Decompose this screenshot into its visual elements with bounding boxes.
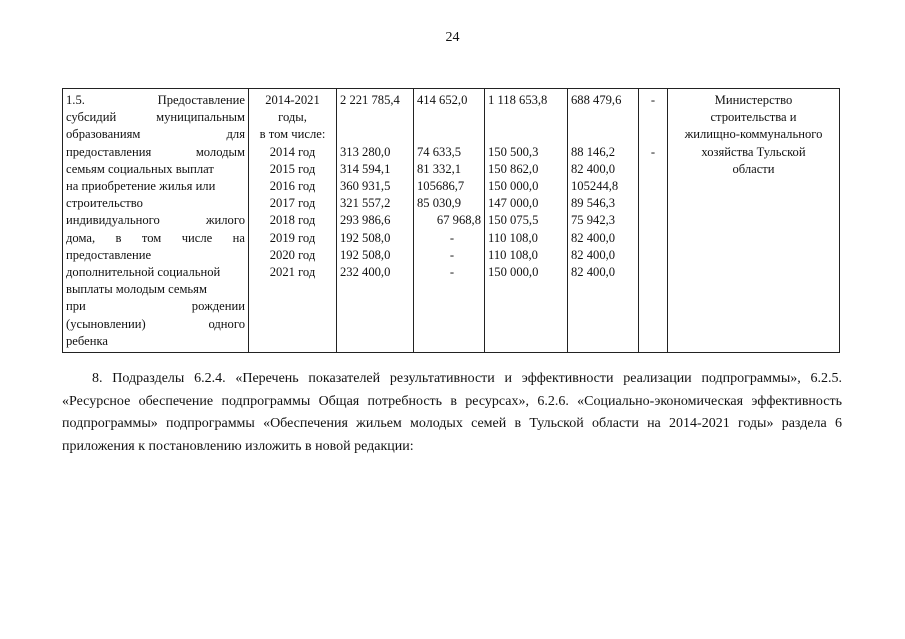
federal-budget-column (414, 89, 485, 353)
total-value: 321 557,2 (340, 196, 391, 211)
table-row (63, 89, 840, 353)
description-word: на приобретение жилья или (66, 179, 216, 194)
extra-value (642, 230, 664, 247)
period-column (249, 89, 337, 353)
federal-value: - (449, 230, 455, 245)
description-line (66, 195, 245, 212)
description-line (66, 333, 245, 350)
extra-value (642, 247, 664, 264)
description-line (66, 161, 245, 178)
description-word: строительство (66, 196, 143, 211)
year-label: 2014 год (269, 144, 316, 159)
description-word: дополнительной социальной (66, 265, 221, 280)
local-value: 88 146,2 (571, 144, 616, 159)
responsible-line: строительства и (710, 110, 797, 125)
regional-budget-column (485, 89, 568, 353)
federal-value-total: 414 652,0 (417, 93, 468, 107)
total-value: 360 931,5 (340, 179, 391, 193)
federal-value: 81 332,1 (417, 161, 462, 176)
description-word: дома, (66, 230, 96, 245)
description-line (66, 281, 245, 298)
page-number: 24 (445, 30, 460, 45)
measure-description (63, 89, 249, 353)
description-word: предоставление (66, 247, 152, 262)
description-line (66, 126, 245, 143)
extra-value (642, 161, 664, 178)
description-line (66, 230, 245, 247)
total-value: 192 508,0 (340, 230, 391, 245)
description-line (66, 92, 245, 109)
regional-value: 150 500,3 (488, 144, 539, 159)
responsible-line: жилищно-коммунального (684, 127, 823, 142)
program-table (62, 88, 840, 353)
description-line (66, 316, 245, 333)
description-word: в (115, 230, 122, 245)
description-word: образованиям (66, 127, 141, 142)
total-value-total: 2 221 785,4 (340, 93, 400, 107)
local-value: 82 400,0 (571, 230, 616, 245)
extra-value (642, 195, 664, 212)
responsible-line: хозяйства Тульской (701, 144, 806, 159)
responsible-line: области (732, 161, 775, 176)
responsible-line: Министерство (714, 93, 793, 107)
local-value: 105244,8 (571, 179, 619, 193)
year-label: 2017 год (269, 196, 316, 211)
federal-value: 74 633,5 (417, 144, 462, 159)
federal-value: 85 030,9 (417, 196, 462, 211)
regional-value: 150 862,0 (488, 161, 539, 176)
extra-value-total: - (650, 93, 656, 107)
local-value: 82 400,0 (571, 161, 616, 176)
description-line (66, 247, 245, 264)
regional-value: 150 000,0 (488, 179, 539, 193)
year-label: 2020 год (269, 247, 316, 262)
total-column (337, 89, 414, 353)
description-word: том (141, 230, 162, 245)
regional-value: 147 000,0 (488, 196, 539, 211)
description-line (66, 212, 245, 229)
federal-value: 105686,7 (417, 179, 465, 193)
regional-value-total: 1 118 653,8 (488, 93, 548, 107)
description-word: Предоставление (157, 93, 245, 107)
description-word: ребенка (66, 333, 108, 348)
regional-value: 150 000,0 (488, 265, 539, 280)
local-value: 82 400,0 (571, 247, 616, 262)
extra-value (642, 212, 664, 229)
responsible-executor (668, 89, 840, 353)
total-value: 293 986,6 (340, 213, 391, 228)
description-word: выплаты молодым семьям (66, 282, 207, 297)
description-word: рождении (191, 299, 245, 314)
description-word: числе (181, 230, 213, 245)
description-word: на (232, 230, 245, 245)
description-word: для (226, 127, 245, 142)
regional-value: 150 075,5 (488, 213, 539, 228)
year-label: 2015 год (269, 161, 316, 176)
period-header-line: годы, (278, 110, 307, 125)
description-word: при (66, 299, 86, 314)
description-line (66, 109, 245, 126)
paragraph-text: 8. Подразделы 6.2.4. «Перечень показателей результативности и эффективности реализации подпрограммы», 6.2.5. «Ресурсное обеспечение подпрограммы Общая потребность в ресурсах», 6.2.6. «Социально-экономическая эффективность подпрограммы» подпрограммы «Обеспечения жильем молодых семей в Тульской области на 2014-2021 годы» раздела 6 приложения к постановлению изложить в новой редакции: (62, 371, 842, 454)
year-label: 2018 год (269, 213, 316, 228)
federal-value: - (449, 247, 455, 262)
description-word: индивидуального (66, 213, 160, 228)
description-line (66, 264, 245, 281)
description-line (66, 298, 245, 315)
total-value: 314 594,1 (340, 161, 391, 176)
description-word: муниципальным (156, 110, 245, 125)
local-value: 75 942,3 (571, 213, 616, 228)
year-label: 2021 год (269, 265, 316, 280)
description-word: одного (208, 316, 245, 331)
period-header-line: 2014-2021 (265, 93, 320, 107)
regional-value: 110 108,0 (488, 230, 538, 245)
extra-budget-column (639, 89, 668, 353)
description-word: субсидий (66, 110, 117, 125)
description-line (66, 178, 245, 195)
federal-value: - (449, 265, 455, 280)
description-line (66, 144, 245, 161)
local-value-total: 688 479,6 (571, 93, 622, 107)
extra-value (642, 178, 664, 195)
extra-value (642, 264, 664, 281)
year-label: 2019 год (269, 230, 316, 245)
total-value: 192 508,0 (340, 247, 391, 262)
description-word: предоставления (66, 144, 152, 159)
description-word: 1.5. (66, 93, 85, 107)
year-label: 2016 год (269, 179, 316, 194)
regional-value: 110 108,0 (488, 247, 538, 262)
description-word: жилого (205, 213, 245, 228)
extra-value: - (650, 144, 656, 159)
description-word: (усыновлении) (66, 316, 146, 331)
federal-value: 67 968,8 (436, 213, 481, 228)
local-budget-column (568, 89, 639, 353)
description-word: семьям социальных выплат (66, 161, 214, 176)
description-word: молодым (195, 144, 245, 159)
local-value: 82 400,0 (571, 265, 616, 280)
total-value: 313 280,0 (340, 144, 391, 159)
local-value: 89 546,3 (571, 196, 616, 211)
body-paragraph (62, 368, 842, 458)
period-header-line: в том числе: (259, 127, 326, 142)
total-value: 232 400,0 (340, 265, 391, 280)
